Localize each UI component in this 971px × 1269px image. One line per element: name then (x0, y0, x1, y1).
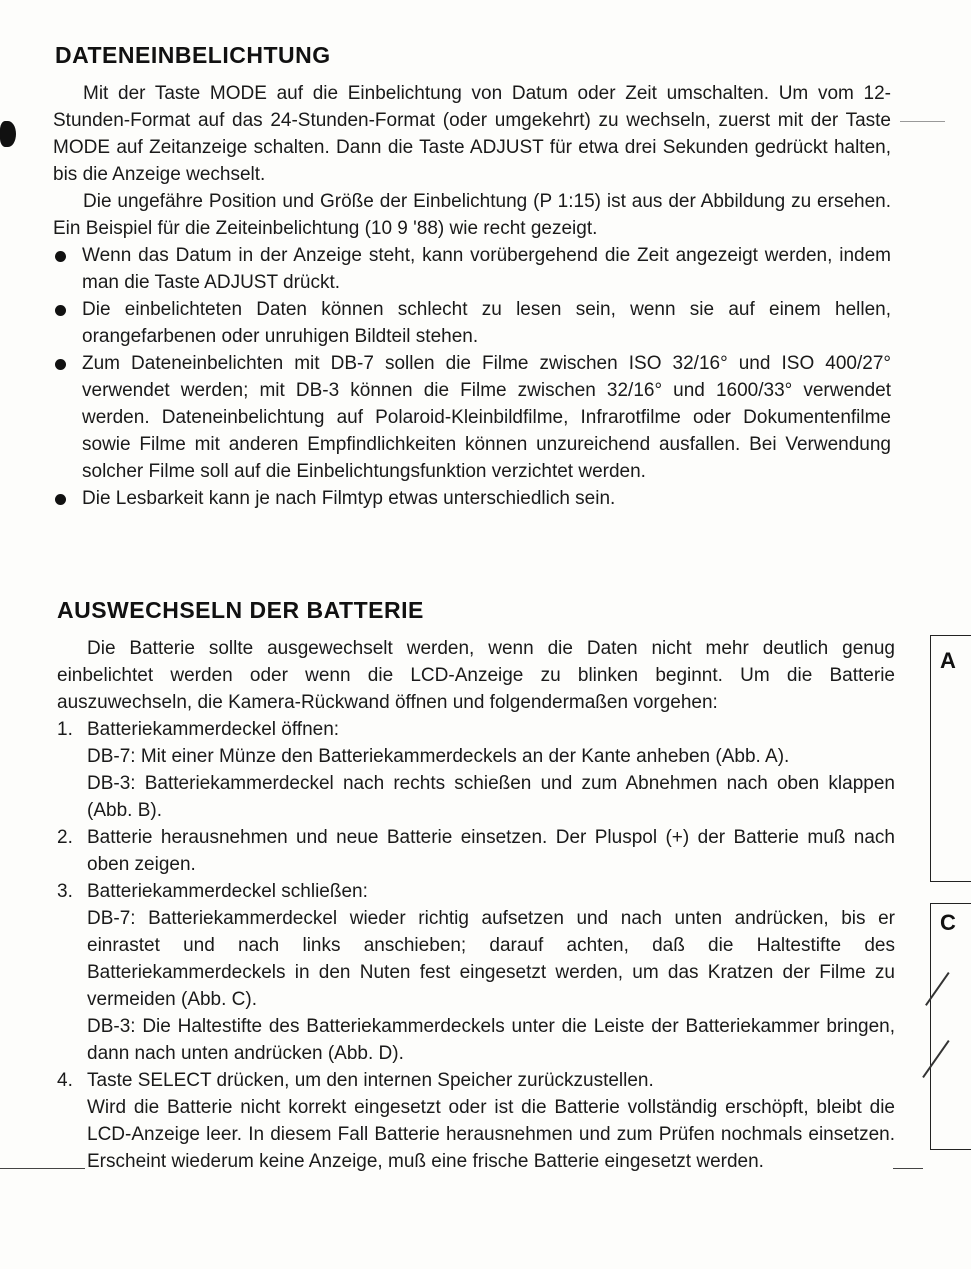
section-dateneinbelichtung-body (53, 80, 891, 512)
list-item: Wenn das Datum in der Anzeige steht, kann vorübergehend die Zeit angezeigt werden, indem man die Taste ADJUST drückt. (53, 242, 891, 296)
list-item: 2. Batterie herausnehmen und neue Batterie einsetzen. Der Pluspol (+) der Batterie muß nach oben zeigen. (57, 827, 895, 875)
section-title-auswechseln-der-batterie: AUSWECHSELN DER BATTERIE (57, 597, 424, 623)
section-title-dateneinbelichtung: DATENEINBELICHTUNG (55, 42, 331, 68)
list-item: 4. Taste SELECT drücken, um den internen Speicher zurückzustellen. Wird die Batterie nicht korrekt eingesetzt oder ist die Batterie vollständig erschöpft, bleibt die LCD-Anzeige leer. In diesem Fall Batterie herausnehmen und zum Prüfen nochmals einsetzen. Erscheint wiederum keine Anzeige, muß eine frische Batterie eingesetzt werden. (57, 1070, 895, 1172)
list-item: 3. Batteriekammerdeckel schließen: DB-7: Batteriekammerdeckel wieder richtig aufsetzen und nach unten andrücken, bis er einrastet und nach links anschieben; darauf achten, daß die Haltestifte des Batteriekammerdeckels in den Nuten fest eingesetzt werden, um das Kratzen der Filme zu vermeiden (Abb. C). DB-3: Die Haltestifte des Batteriekammerdeckels unter die Leiste der Batteriekammer bringen, dann nach unten andrücken (Abb. D). (57, 881, 895, 1064)
scan-mark (900, 121, 945, 122)
list-item: 1. Batteriekammerdeckel öffnen: DB-7: Mit einer Münze den Batteriekammerdeckels an der Kante anheben (Abb. A). DB-3: Batteriekammerdeckel nach rechts schießen und zum Abnehmen nach oben klappen (Abb. B). (57, 719, 895, 821)
paragraph: Mit der Taste MODE auf die Einbelichtung von Datum oder Zeit umschalten. Um vom 12-Stunden-Format auf das 24-Stunden-Format (oder umgekehrt) zu wechseln, zuerst mit der Taste MODE auf Zeitanzeige schalten. Dann die Taste ADJUST für etwa drei Sekunden gedrückt halten, bis die Anzeige wechselt. (53, 83, 891, 185)
scan-line (0, 1168, 85, 1169)
bullet-icon (55, 494, 66, 505)
bullet-icon (55, 359, 66, 370)
ink-blot (0, 121, 16, 147)
figure-label-a: A (940, 648, 956, 673)
bullet-icon (55, 251, 66, 262)
list-item: Die einbelichteten Daten können schlecht zu lesen sein, wenn sie auf einem hellen, orangefarbenen oder unruhigen Bildteil stehen. (53, 296, 891, 350)
bullet-list (53, 242, 891, 512)
scan-line (893, 1168, 923, 1169)
figure-label-c: C (940, 910, 956, 935)
figure-box-c (930, 903, 971, 1150)
list-item: Zum Dateneinbelichten mit DB-7 sollen die Filme zwischen ISO 32/16° und ISO 400/27° verwendet werden; mit DB-3 können die Filme zwischen 32/16° und 1600/33° verwendet werden. Dateneinbelichtung auf Polaroid-Kleinbildfilme, Infrarotfilme oder Dokumentenfilme sowie Filme mit anderen Empfindlichkeiten können unzureichend ausfallen. Bei Verwendung solcher Filme soll auf die Einbelichtungsfunktion verzichtet werden. (53, 350, 891, 485)
step-list (57, 716, 895, 1175)
paragraph: Die Batterie sollte ausgewechselt werden, wenn die Daten nicht mehr deutlich genug einbelichtet werden oder wenn die LCD-Anzeige zu blinken beginnt. Um die Batterie auszuwechseln, die Kamera-Rückwand öffnen und folgendermaßen vorgehen: (57, 638, 895, 713)
bullet-icon (55, 305, 66, 316)
paragraph: Die ungefähre Position und Größe der Einbelichtung (P 1:15) ist aus der Abbildung zu ersehen. Ein Beispiel für die Zeiteinbelichtung (10 9 '88) wie recht gezeigt. (53, 191, 891, 239)
list-item: Die Lesbarkeit kann je nach Filmtyp etwas unterschiedlich sein. (53, 485, 891, 512)
section-batterie-body (57, 635, 895, 1175)
